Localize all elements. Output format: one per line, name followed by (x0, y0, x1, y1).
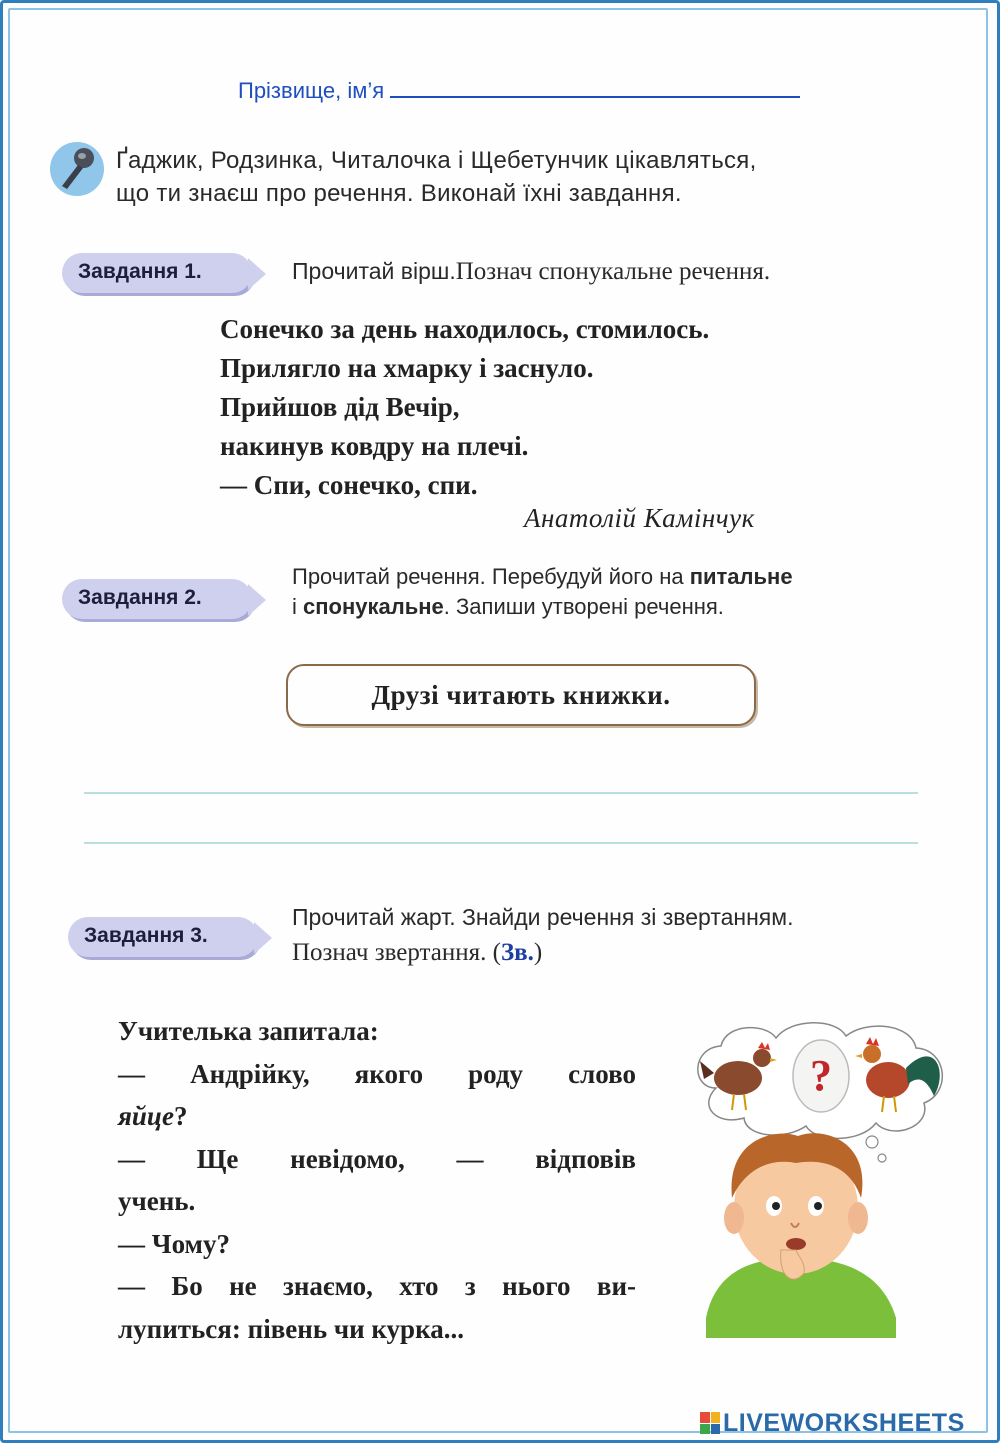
joke-line-2[interactable]: — Андрійку, якого роду слово (118, 1058, 636, 1089)
badge-arrow (254, 922, 272, 954)
task2-badge-label: Завдання 2. (78, 586, 202, 609)
badge-arrow (248, 584, 266, 616)
task3-badge-label: Завдання 3. (84, 924, 208, 947)
boy-thinking-illustration (686, 1018, 956, 1338)
name-field[interactable] (238, 76, 800, 104)
liveworksheets-logo-icon (700, 1412, 720, 1434)
task1-instruction (292, 256, 770, 287)
task3-instruction (292, 902, 952, 968)
egg-question-mark: ? (810, 1051, 832, 1100)
task2-instr-bold-1: питальне (689, 564, 793, 589)
task2-instr-e: . Запиши утворені речення. (443, 594, 724, 619)
microphone-icon (48, 140, 106, 198)
task3-instr-a: Познач звертання. ( (292, 939, 501, 966)
poem-author: Анатолій Камінчук (524, 503, 755, 533)
task2-badge (54, 576, 264, 622)
joke-word-yaitse: яйце (118, 1101, 174, 1131)
joke-line-5: учень. (118, 1186, 196, 1216)
egg-icon (793, 1040, 849, 1112)
joke-line-6: — Чому? (118, 1228, 230, 1259)
sentence-text: Друзі читають книжки. (371, 680, 671, 710)
poem-line-2: Прилягло на хмарку і заснуло. (220, 353, 594, 383)
joke-line-7: — Бо не знаємо, хто з нього ви- (118, 1271, 636, 1301)
answer-line-1[interactable] (84, 792, 918, 794)
task2-instruction (292, 562, 952, 622)
joke-line-4: — Ще невідомо, — відповів (118, 1143, 636, 1174)
poem-line-5[interactable]: — Спи, сонечко, спи. (220, 470, 478, 500)
liveworksheets-brand: LIVEWORKSHEETS (723, 1408, 965, 1437)
answer-line-2[interactable] (84, 842, 918, 844)
task3-badge (60, 914, 270, 960)
task3-zv-label: Зв. (500, 939, 534, 966)
joke-line-8: лупиться: півень чи курка... (118, 1313, 464, 1344)
intro-line-1: Ґаджик, Родзинка, Читалочка і Щебетунчик цікавляться, (116, 147, 757, 174)
joke-question-mark: ? (173, 1101, 188, 1131)
task1-instruction-part2: Познач спонукальне речення. (455, 258, 771, 285)
task1-instruction-part1: Прочитай вірш. (292, 258, 456, 284)
intro-text (116, 144, 946, 210)
intro-line-2: що ти знаєш про речення. Виконай їхні завдання. (116, 180, 682, 207)
task3-instruction-line1: Прочитай жарт. Знайди речення зі звертанням. (292, 904, 794, 930)
task1-badge (54, 250, 264, 296)
boy-icon (706, 1133, 896, 1338)
sentence-box (286, 664, 756, 726)
poem-line-4: накинув ковдру на плечі. (220, 431, 529, 461)
joke-line-3 (118, 1095, 636, 1138)
badge-arrow (248, 258, 266, 290)
task2-instr-c: і (292, 594, 297, 619)
poem-line-1: Сонечко за день находилось, стомилось. (220, 314, 710, 344)
name-underline[interactable] (390, 76, 800, 98)
task3-instr-c: ) (533, 939, 543, 966)
task1-badge-label: Завдання 1. (78, 260, 202, 283)
liveworksheets-logo[interactable] (700, 1410, 965, 1436)
joke-line-1: Учителька запитала: (118, 1016, 379, 1046)
task3-instruction-line2 (292, 938, 952, 968)
task2-instr-a: Прочитай речення. Перебудуй його на (292, 564, 684, 589)
poem (220, 310, 709, 505)
task2-instr-bold-2: спонукальне (303, 594, 444, 619)
poem-line-3: Прийшов дід Вечір, (220, 392, 460, 422)
joke-text (118, 1010, 636, 1350)
name-label: Прізвище, ім’я (238, 78, 385, 103)
